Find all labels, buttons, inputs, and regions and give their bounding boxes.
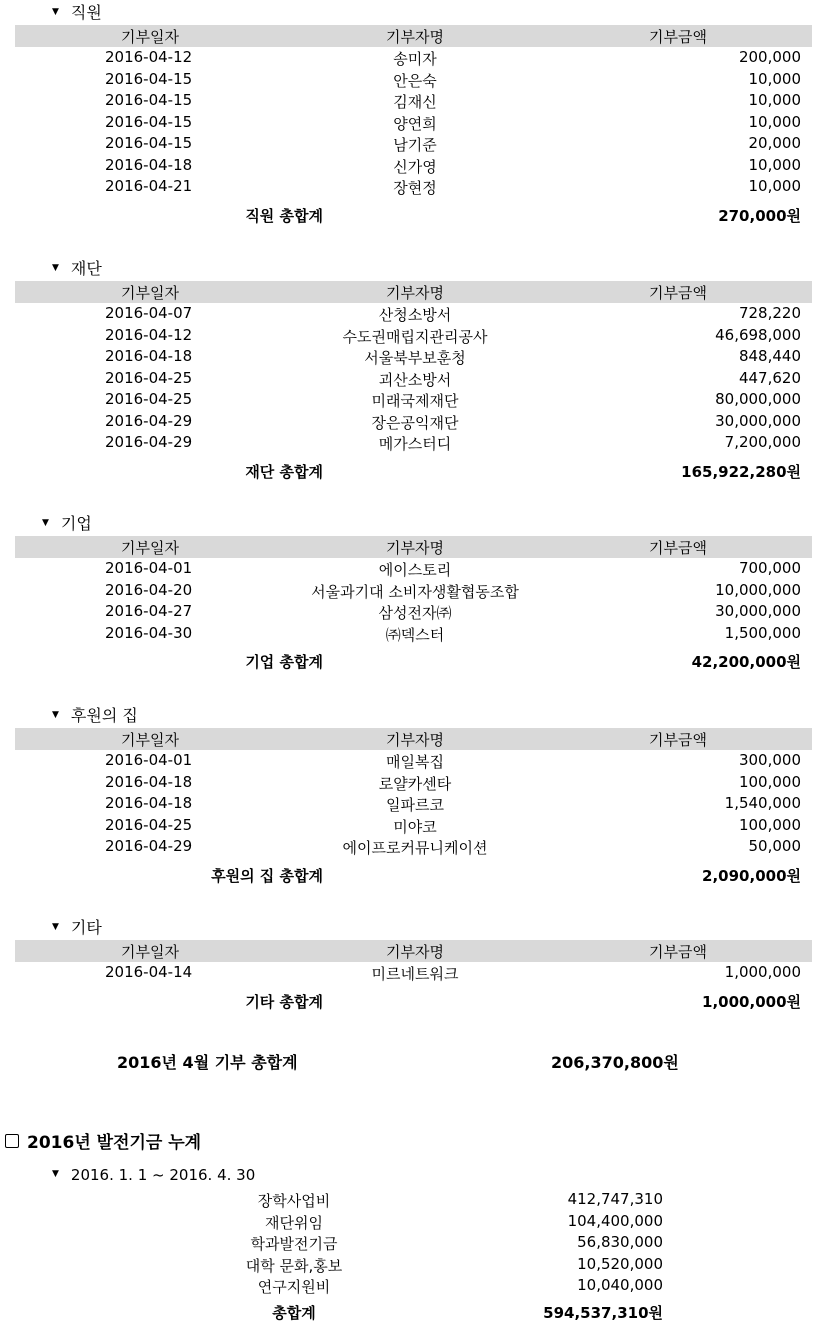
grand-total-value: 206,370,800원	[551, 1053, 679, 1072]
cell-date: 2016-04-15	[105, 134, 193, 152]
cell-amount: 30,000,000	[715, 602, 801, 620]
cell-name: 에이스토리	[378, 561, 452, 579]
header-name: 기부자명	[386, 28, 444, 46]
table-row	[15, 816, 812, 837]
table-row	[15, 751, 812, 772]
cell-amount: 300,000	[738, 751, 801, 769]
fund-item-amount: 104,400,000	[567, 1211, 663, 1230]
section-title	[52, 256, 102, 279]
table-row	[15, 773, 812, 794]
triangle-bullet-icon: ▼	[42, 517, 49, 528]
table-header	[15, 25, 812, 47]
cell-date: 2016-04-25	[105, 815, 193, 834]
fund-period	[52, 1166, 255, 1184]
header-name: 기부자명	[386, 284, 444, 302]
cell-name: 미야코	[393, 817, 437, 836]
cell-date: 2016-04-29	[105, 837, 193, 855]
cell-name: 산청소방서	[378, 306, 452, 324]
cell-amount: 10,000,000	[715, 580, 801, 599]
table-header	[15, 536, 812, 558]
table-row	[15, 837, 812, 858]
section-title	[52, 915, 102, 938]
header-date: 기부일자	[121, 731, 179, 749]
cell-date: 2016-04-15	[105, 69, 193, 88]
fund-item	[0, 1276, 827, 1297]
cell-amount: 700,000	[738, 559, 801, 577]
cell-date: 2016-04-18	[105, 772, 193, 791]
cell-name: 미래국제재단	[371, 392, 459, 410]
cell-name: 매일복집	[386, 753, 444, 771]
section-total-label: 직원 총합계	[245, 206, 323, 225]
triangle-bullet-icon: ▼	[52, 921, 59, 932]
cell-name: 서울과기대 소비자생활협동조합	[311, 582, 519, 601]
cell-date: 2016-04-18	[105, 347, 193, 365]
table-row	[15, 91, 812, 112]
section-total-label: 재단 총합계	[245, 462, 323, 481]
fund-total-label: 총합계	[272, 1304, 316, 1322]
fund-item-name: 대학 문화,홍보	[245, 1256, 343, 1275]
table-row	[15, 433, 812, 454]
table-row	[15, 369, 812, 390]
cell-name: 김재신	[393, 93, 437, 111]
cell-date: 2016-04-14	[105, 963, 193, 981]
header-amount: 기부금액	[649, 539, 707, 557]
section-total-value: 165,922,280원	[681, 462, 801, 481]
cell-date: 2016-04-27	[105, 602, 193, 620]
section-title-text: 재단	[70, 259, 102, 278]
fund-item	[0, 1255, 827, 1276]
table-row	[15, 581, 812, 602]
cell-name: 장은공익재단	[371, 413, 459, 432]
cell-amount: 1,000,000	[724, 963, 801, 981]
fund-period-text: 2016. 1. 1 ~ 2016. 4. 30	[70, 1166, 256, 1184]
table-row	[15, 326, 812, 347]
cell-name: 장현정	[393, 179, 437, 197]
cell-date: 2016-04-18	[105, 155, 193, 174]
cell-name: 남기준	[393, 136, 437, 154]
table-row	[15, 347, 812, 368]
cell-amount: 30,000,000	[715, 411, 801, 430]
section-total-row	[15, 461, 812, 485]
section-total-value: 2,090,000원	[702, 866, 801, 885]
table-header	[15, 728, 812, 750]
header-name: 기부자명	[386, 731, 444, 749]
cell-name: 송미자	[393, 50, 437, 68]
cell-amount: 1,500,000	[724, 623, 801, 642]
header-name: 기부자명	[386, 539, 444, 557]
cell-amount: 728,220	[738, 304, 801, 322]
cell-name: 삼성전자㈜	[378, 604, 452, 622]
cell-name: 수도권매립지관리공사	[342, 327, 488, 346]
section-total-label: 기업 총합계	[245, 653, 323, 671]
cell-amount: 447,620	[738, 368, 801, 387]
cell-date: 2016-04-12	[105, 325, 193, 344]
cell-name: 미르네트워크	[371, 965, 459, 983]
section-title-text: 직원	[70, 3, 102, 22]
fund-item-name: 학과발전기금	[250, 1235, 338, 1253]
cell-amount: 10,000	[748, 91, 801, 109]
fund-total-value: 594,537,310원	[543, 1304, 663, 1322]
cell-name: 서울북부보훈청	[364, 349, 466, 367]
header-amount: 기부금액	[649, 28, 707, 46]
table-row	[15, 70, 812, 91]
section-total-value: 42,200,000원	[691, 653, 801, 671]
cell-date: 2016-04-07	[105, 304, 193, 322]
fund-title-text: 2016년 발전기금 누계	[27, 1133, 202, 1153]
cell-name: 신가영	[393, 157, 437, 176]
header-amount: 기부금액	[649, 731, 707, 749]
header-amount: 기부금액	[649, 284, 707, 302]
cell-amount: 46,698,000	[715, 325, 801, 344]
cell-name: 일파르코	[386, 796, 444, 814]
fund-item-name: 재단위임	[265, 1213, 323, 1232]
table-row	[15, 412, 812, 433]
cell-name: 에이프로커뮤니케이션	[342, 839, 488, 857]
cell-amount: 80,000,000	[715, 390, 801, 408]
table-header	[15, 281, 812, 303]
fund-item-name: 장학사업비	[257, 1192, 331, 1210]
cell-date: 2016-04-21	[105, 177, 193, 195]
cell-name: 안은숙	[393, 71, 437, 90]
table-row	[15, 48, 812, 69]
section-title-text: 후원의 집	[70, 706, 138, 725]
table-row	[15, 624, 812, 645]
checkbox-square-icon	[5, 1134, 19, 1148]
cell-date: 2016-04-25	[105, 390, 193, 408]
triangle-bullet-icon: ▼	[52, 1168, 59, 1179]
fund-item-amount: 10,520,000	[577, 1254, 663, 1273]
table-row	[15, 602, 812, 623]
fund-item	[0, 1212, 827, 1233]
triangle-bullet-icon: ▼	[52, 709, 59, 720]
fund-item-amount: 56,830,000	[577, 1233, 663, 1251]
triangle-bullet-icon: ▼	[52, 262, 59, 273]
cell-name: 괴산소방서	[378, 370, 452, 389]
cell-amount: 100,000	[738, 772, 801, 791]
section-total-label: 기타 총합계	[245, 992, 323, 1011]
table-row	[15, 794, 812, 815]
fund-title	[5, 1128, 201, 1153]
header-date: 기부일자	[121, 539, 179, 557]
cell-date: 2016-04-01	[105, 559, 193, 577]
fund-item-name: 연구지원비	[257, 1278, 331, 1296]
cell-date: 2016-04-29	[105, 433, 193, 451]
cell-date: 2016-04-12	[105, 48, 193, 66]
section-title	[42, 511, 92, 534]
section-total-row	[15, 651, 812, 675]
table-row	[15, 156, 812, 177]
grand-total-label: 2016년 4월 기부 총합계	[117, 1053, 298, 1072]
cell-amount: 10,000	[748, 69, 801, 88]
table-row	[15, 304, 812, 325]
cell-date: 2016-04-30	[105, 623, 193, 642]
table-row	[15, 559, 812, 580]
cell-amount: 7,200,000	[724, 433, 801, 451]
header-date: 기부일자	[121, 28, 179, 46]
section-total-value: 1,000,000원	[702, 992, 801, 1011]
section-title-text: 기업	[60, 514, 92, 533]
table-row	[15, 113, 812, 134]
table-row	[15, 177, 812, 198]
section-total-value: 270,000원	[718, 206, 801, 225]
section-total-row	[15, 865, 812, 889]
cell-amount: 848,440	[738, 347, 801, 365]
table-header	[15, 940, 812, 962]
section-title-text: 기타	[70, 918, 102, 937]
cell-amount: 1,540,000	[724, 794, 801, 812]
fund-item	[0, 1190, 827, 1211]
cell-amount: 20,000	[748, 134, 801, 152]
table-row	[15, 390, 812, 411]
triangle-bullet-icon: ▼	[52, 6, 59, 17]
fund-item-amount: 10,040,000	[577, 1276, 663, 1294]
cell-date: 2016-04-29	[105, 411, 193, 430]
cell-name: 로얄카센타	[378, 774, 452, 793]
cell-amount: 10,000	[748, 177, 801, 195]
fund-item	[0, 1233, 827, 1254]
cell-name: ㈜덱스터	[385, 625, 445, 644]
table-row	[15, 134, 812, 155]
section-total-row	[15, 991, 812, 1015]
cell-date: 2016-04-01	[105, 751, 193, 769]
header-date: 기부일자	[121, 284, 179, 302]
table-row	[15, 963, 812, 984]
fund-item-amount: 412,747,310	[567, 1190, 663, 1208]
cell-amount: 200,000	[738, 48, 801, 66]
cell-date: 2016-04-15	[105, 91, 193, 109]
cell-name: 양연희	[393, 114, 437, 133]
header-name: 기부자명	[386, 943, 444, 961]
cell-date: 2016-04-15	[105, 112, 193, 131]
section-title	[52, 0, 102, 23]
section-title	[52, 703, 138, 726]
section-total-row	[15, 205, 812, 229]
cell-date: 2016-04-20	[105, 580, 193, 599]
cell-amount: 50,000	[748, 837, 801, 855]
cell-amount: 10,000	[748, 155, 801, 174]
cell-amount: 10,000	[748, 112, 801, 131]
cell-name: 메가스터디	[378, 435, 452, 453]
cell-date: 2016-04-25	[105, 368, 193, 387]
section-total-label: 후원의 집 총합계	[211, 866, 323, 885]
cell-amount: 100,000	[738, 815, 801, 834]
header-amount: 기부금액	[649, 943, 707, 961]
header-date: 기부일자	[121, 943, 179, 961]
cell-date: 2016-04-18	[105, 794, 193, 812]
